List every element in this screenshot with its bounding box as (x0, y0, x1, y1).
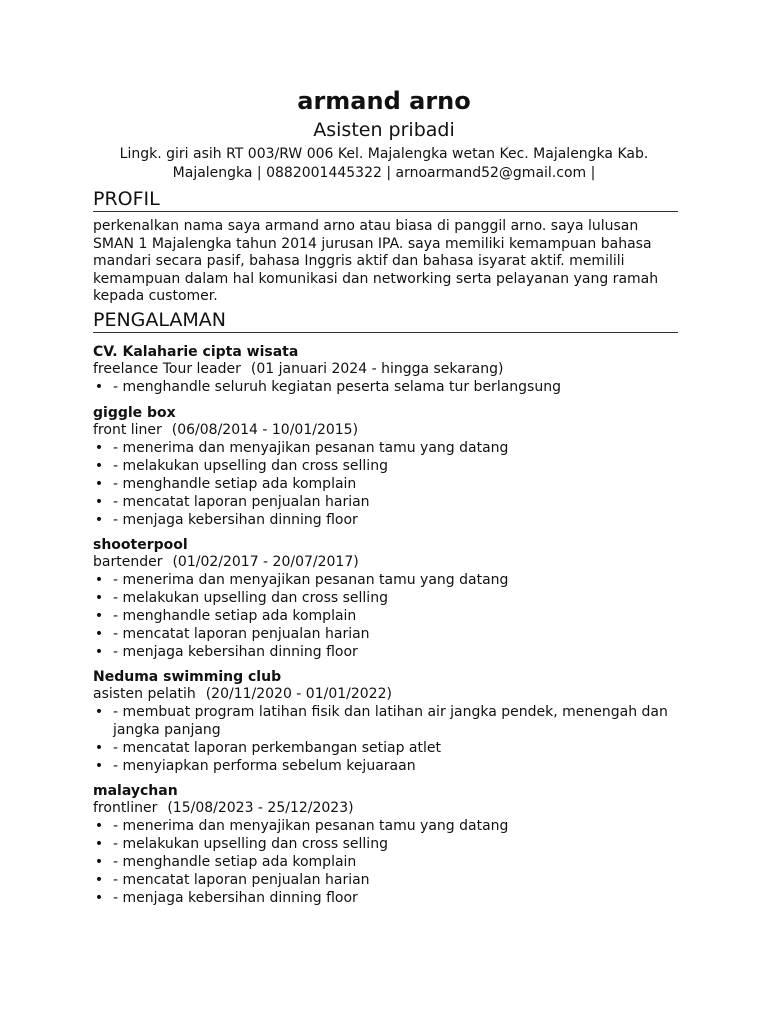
duty-item (93, 835, 678, 853)
job-meta (93, 554, 678, 571)
duty-list (93, 571, 678, 661)
duty-text: - menerima dan menyajikan pesanan tamu yang datang (113, 440, 509, 456)
bullet-icon: • (94, 758, 104, 774)
duty-text: - mencatat laporan penjualan harian (113, 494, 370, 510)
duty-item (93, 853, 678, 871)
job-entry (93, 404, 678, 529)
duty-item (93, 571, 678, 589)
duty-text: - menghandle seluruh kegiatan peserta selama tur berlangsung (113, 379, 561, 395)
job-company: shooterpool (93, 537, 188, 553)
duty-text: - menjaga kebersihan dinning floor (113, 644, 358, 660)
address-line: Lingk. giri asih RT 003/RW 006 Kel. Majalengka wetan Kec. Majalengka Kab. (119, 146, 649, 162)
job-period: (06/08/2014 - 10/01/2015) (171, 422, 359, 438)
duty-item (93, 739, 678, 757)
duty-item (93, 889, 678, 907)
duty-item (93, 511, 678, 529)
person-name: armand arno (297, 87, 471, 115)
bullet-icon: • (94, 740, 104, 756)
duty-text: - menjaga kebersihan dinning floor (113, 512, 358, 528)
duty-item (93, 817, 678, 835)
bullet-icon: • (94, 836, 104, 852)
bullet-icon: • (94, 476, 104, 492)
duty-text: - menghandle setiap ada komplain (113, 608, 357, 624)
bullet-icon: • (94, 572, 104, 588)
profil-section (93, 188, 678, 306)
duty-list (93, 378, 678, 396)
job-list (93, 343, 678, 907)
job-meta (93, 361, 678, 378)
duty-text: - mencatat laporan penjualan harian (113, 872, 370, 888)
bullet-icon: • (94, 890, 104, 906)
profil-text: perkenalkan nama saya armand arno atau biasa di panggil arno. saya lulusan SMAN 1 Majalengka tahun 2014 jurusan IPA. saya memiliki kemampuan bahasa mandari secara pasif, bahasa Inggris aktif dan bahasa isyarat aktif. memilili kemampuan dalam hal komunikasi dan networking serta pelayanan yang ramah kepada customer. (93, 218, 659, 304)
duty-list (93, 817, 678, 907)
duty-item (93, 493, 678, 511)
duty-text: - melakukan upselling dan cross selling (113, 590, 388, 606)
duty-text: - menerima dan menyajikan pesanan tamu yang datang (113, 572, 509, 588)
resume-header (90, 86, 678, 183)
duty-text: - menjaga kebersihan dinning floor (113, 890, 358, 906)
duty-text: - mencatat laporan perkembangan setiap atlet (113, 740, 441, 756)
job-position: front liner (93, 422, 162, 438)
duty-text: - menyiapkan performa sebelum kejuaraan (113, 758, 416, 774)
duty-item (93, 625, 678, 643)
bullet-icon: • (94, 494, 104, 510)
duty-item (93, 589, 678, 607)
job-position: bartender (93, 554, 163, 570)
bullet-icon: • (94, 872, 104, 888)
duty-item (93, 475, 678, 493)
job-entry (93, 343, 678, 396)
duty-item (93, 607, 678, 625)
job-period: (15/08/2023 - 25/12/2023) (167, 800, 354, 816)
job-company: giggle box (93, 405, 176, 421)
job-position: freelance Tour leader (93, 361, 241, 377)
duty-text: - mencatat laporan penjualan harian (113, 626, 370, 642)
duty-text: - menghandle setiap ada komplain (113, 476, 357, 492)
contact-info (90, 145, 678, 183)
job-meta (93, 422, 678, 439)
job-company: CV. Kalaharie cipta wisata (93, 344, 299, 360)
duty-list (93, 703, 678, 775)
duty-item (93, 643, 678, 661)
bullet-icon: • (94, 818, 104, 834)
duty-text: - menghandle setiap ada komplain (113, 854, 357, 870)
job-position: frontliner (93, 800, 158, 816)
bullet-icon: • (94, 512, 104, 528)
duty-item (93, 378, 678, 396)
pengalaman-heading: PENGALAMAN (93, 309, 678, 333)
job-meta (93, 800, 678, 817)
contact-line: Majalengka | 0882001445322 | arnoarmand52@gmail.com | (172, 165, 596, 181)
duty-item (93, 457, 678, 475)
bullet-icon: • (94, 379, 104, 395)
duty-list (93, 439, 678, 529)
job-period: (20/11/2020 - 01/01/2022) (205, 686, 392, 702)
bullet-icon: • (94, 440, 104, 456)
bullet-icon: • (94, 590, 104, 606)
job-period: (01/02/2017 - 20/07/2017) (172, 554, 359, 570)
bullet-icon: • (94, 626, 104, 642)
duty-text: - melakukan upselling dan cross selling (113, 836, 388, 852)
duty-item (93, 871, 678, 889)
bullet-icon: • (94, 608, 104, 624)
job-entry (93, 536, 678, 661)
job-meta (93, 686, 678, 703)
job-entry (93, 782, 678, 907)
bullet-icon: • (94, 644, 104, 660)
duty-item (93, 757, 678, 775)
job-company: malaychan (93, 783, 178, 799)
job-title: Asisten pribadi (313, 119, 455, 141)
job-position: asisten pelatih (93, 686, 196, 702)
job-entry (93, 668, 678, 775)
bullet-icon: • (94, 458, 104, 474)
duty-text: - menerima dan menyajikan pesanan tamu yang datang (113, 818, 509, 834)
bullet-icon: • (94, 704, 104, 720)
duty-item (93, 439, 678, 457)
duty-text: - membuat program latihan fisik dan latihan air jangka pendek, menengah dan jangka panjang (113, 704, 668, 738)
duty-item (93, 703, 678, 739)
profil-heading: PROFIL (93, 188, 678, 212)
pengalaman-section (93, 309, 678, 907)
job-period: (01 januari 2024 - hingga sekarang) (250, 361, 504, 377)
job-company: Neduma swimming club (93, 669, 282, 685)
bullet-icon: • (94, 854, 104, 870)
duty-text: - melakukan upselling dan cross selling (113, 458, 388, 474)
